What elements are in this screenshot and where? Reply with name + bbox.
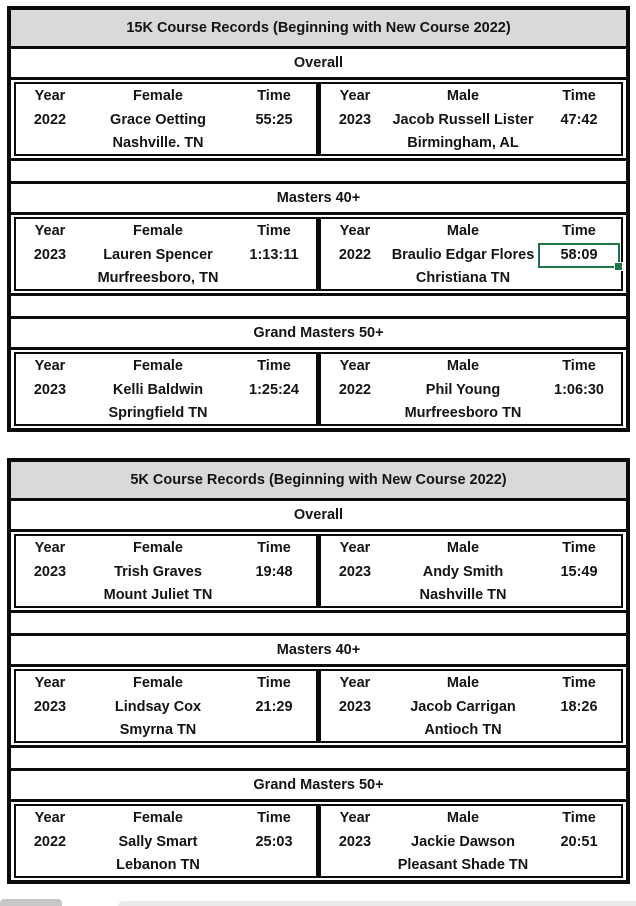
year-cell[interactable]: 2023 bbox=[338, 112, 372, 129]
records-table-15k bbox=[7, 6, 630, 432]
name-cell[interactable]: Kelli Baldwin bbox=[112, 382, 204, 399]
year-cell[interactable]: 2023 bbox=[33, 699, 67, 716]
records-block bbox=[14, 534, 623, 608]
table-title[interactable]: 15K Course Records (Beginning with New Course 2022) bbox=[11, 10, 626, 49]
city-cell[interactable]: Lebanon TN bbox=[116, 857, 200, 874]
year-cell[interactable]: 2023 bbox=[33, 382, 67, 399]
spacer-row bbox=[11, 613, 626, 636]
year-header-cell[interactable]: Year bbox=[339, 539, 371, 556]
name-header-cell[interactable]: Male bbox=[446, 222, 480, 239]
female-records-block bbox=[16, 671, 316, 741]
time-header-cell[interactable]: Time bbox=[562, 809, 596, 826]
year-cell[interactable]: 2022 bbox=[33, 112, 67, 129]
city-cell[interactable]: Pleasant Shade TN bbox=[397, 857, 529, 874]
year-cell[interactable]: 2022 bbox=[33, 834, 67, 851]
name-header-cell[interactable]: Male bbox=[446, 357, 480, 374]
male-records-block bbox=[321, 219, 621, 289]
section-header[interactable]: Overall bbox=[11, 501, 626, 532]
records-block bbox=[14, 804, 623, 878]
year-header-cell[interactable]: Year bbox=[339, 222, 371, 239]
name-cell[interactable]: Trish Graves bbox=[114, 564, 202, 581]
male-records-block bbox=[321, 671, 621, 741]
city-cell[interactable]: Mount Juliet TN bbox=[103, 587, 213, 604]
spreadsheet-view bbox=[0, 6, 636, 884]
female-records-block bbox=[16, 219, 316, 289]
name-cell[interactable]: Grace Oetting bbox=[110, 112, 206, 129]
records-block bbox=[14, 352, 623, 426]
year-header-cell[interactable]: Year bbox=[339, 357, 371, 374]
year-cell[interactable]: 2022 bbox=[338, 382, 372, 399]
city-cell[interactable]: Birmingham, AL bbox=[407, 135, 519, 152]
time-header-cell[interactable]: Time bbox=[562, 222, 596, 239]
time-cell[interactable]: 18:26 bbox=[560, 699, 598, 716]
name-cell[interactable]: Braulio Edgar Flores bbox=[391, 247, 535, 264]
city-cell[interactable]: Antioch TN bbox=[424, 722, 502, 739]
section-header[interactable]: Grand Masters 50+ bbox=[11, 771, 626, 802]
year-cell[interactable]: 2023 bbox=[33, 247, 67, 264]
name-header-cell[interactable]: Male bbox=[446, 674, 480, 691]
year-header-cell[interactable]: Year bbox=[34, 87, 66, 104]
city-cell[interactable]: Nashville TN bbox=[419, 587, 507, 604]
name-header-cell[interactable]: Male bbox=[446, 809, 480, 826]
year-header-cell[interactable]: Year bbox=[339, 809, 371, 826]
city-cell[interactable]: Murfreesboro, TN bbox=[97, 270, 219, 287]
year-header-cell[interactable]: Year bbox=[34, 222, 66, 239]
year-cell[interactable]: 2023 bbox=[33, 564, 67, 581]
section-header[interactable]: Grand Masters 50+ bbox=[11, 319, 626, 350]
year-cell[interactable]: 2023 bbox=[338, 564, 372, 581]
time-header-cell[interactable]: Time bbox=[562, 539, 596, 556]
time-cell[interactable]: 15:49 bbox=[560, 564, 598, 581]
male-records-block bbox=[321, 806, 621, 876]
records-row bbox=[11, 802, 626, 880]
female-records-block bbox=[16, 806, 316, 876]
records-block bbox=[14, 217, 623, 291]
name-cell[interactable]: Sally Smart bbox=[118, 834, 198, 851]
records-block bbox=[14, 669, 623, 743]
selected-cell[interactable]: 58:09 bbox=[538, 243, 620, 268]
male-records-block bbox=[321, 536, 621, 606]
name-cell[interactable]: Phil Young bbox=[425, 382, 501, 399]
name-header-cell[interactable]: Female bbox=[133, 87, 183, 104]
section-header[interactable]: Overall bbox=[11, 49, 626, 80]
city-cell[interactable]: Smyrna TN bbox=[119, 722, 197, 739]
name-header-cell[interactable]: Female bbox=[133, 809, 183, 826]
records-table-5k bbox=[7, 458, 630, 884]
time-cell[interactable]: 1:06:30 bbox=[554, 382, 604, 399]
name-header-cell[interactable]: Female bbox=[133, 674, 183, 691]
name-header-cell[interactable]: Male bbox=[446, 87, 480, 104]
bottom-bar-fragment bbox=[118, 901, 636, 906]
time-header-cell[interactable]: Time bbox=[257, 222, 291, 239]
time-cell[interactable]: 19:48 bbox=[255, 564, 293, 581]
female-records-block bbox=[16, 84, 316, 154]
male-records-block bbox=[321, 84, 621, 154]
name-header-cell[interactable]: Female bbox=[133, 539, 183, 556]
city-cell[interactable]: Murfreesboro TN bbox=[404, 405, 522, 422]
year-cell[interactable]: 2023 bbox=[338, 699, 372, 716]
records-row bbox=[11, 532, 626, 613]
city-cell[interactable]: Springfield TN bbox=[108, 405, 208, 422]
time-header-cell[interactable]: Time bbox=[562, 674, 596, 691]
table-title[interactable]: 5K Course Records (Beginning with New Course 2022) bbox=[11, 462, 626, 501]
time-cell[interactable]: 21:29 bbox=[255, 699, 293, 716]
name-header-cell[interactable]: Female bbox=[133, 357, 183, 374]
time-header-cell[interactable]: Time bbox=[562, 87, 596, 104]
time-header-cell[interactable]: Time bbox=[562, 357, 596, 374]
time-header-cell[interactable]: Time bbox=[257, 87, 291, 104]
spacer-row bbox=[11, 296, 626, 319]
year-header-cell[interactable]: Year bbox=[34, 809, 66, 826]
time-header-cell[interactable]: Time bbox=[257, 809, 291, 826]
year-header-cell[interactable]: Year bbox=[339, 674, 371, 691]
year-cell[interactable]: 2023 bbox=[338, 834, 372, 851]
name-cell[interactable]: Jacob Carrigan bbox=[410, 699, 516, 716]
name-header-cell[interactable]: Female bbox=[133, 222, 183, 239]
records-row bbox=[11, 350, 626, 428]
records-row bbox=[11, 80, 626, 161]
time-header-cell[interactable]: Time bbox=[257, 539, 291, 556]
name-cell[interactable]: Jacob Russell Lister bbox=[392, 112, 534, 129]
time-header-cell[interactable]: Time bbox=[257, 674, 291, 691]
city-cell[interactable]: Nashville. TN bbox=[112, 135, 204, 152]
female-records-block bbox=[16, 536, 316, 606]
section-header[interactable]: Masters 40+ bbox=[11, 184, 626, 215]
time-cell[interactable]: 1:13:11 bbox=[249, 247, 299, 264]
year-cell[interactable]: 2022 bbox=[338, 247, 372, 264]
name-cell[interactable]: Andy Smith bbox=[422, 564, 504, 581]
name-header-cell[interactable]: Male bbox=[446, 539, 480, 556]
section-header[interactable]: Masters 40+ bbox=[11, 636, 626, 667]
year-header-cell[interactable]: Year bbox=[339, 87, 371, 104]
name-cell[interactable]: Lindsay Cox bbox=[114, 699, 202, 716]
year-header-cell[interactable]: Year bbox=[34, 674, 66, 691]
time-cell[interactable]: 20:51 bbox=[560, 834, 598, 851]
female-records-block bbox=[16, 354, 316, 424]
spacer-row bbox=[11, 161, 626, 184]
records-row bbox=[11, 667, 626, 748]
city-cell[interactable]: Christiana TN bbox=[415, 270, 511, 287]
time-cell[interactable]: 55:25 bbox=[255, 112, 293, 129]
year-header-cell[interactable]: Year bbox=[34, 357, 66, 374]
time-cell[interactable]: 1:25:24 bbox=[249, 382, 299, 399]
year-header-cell[interactable]: Year bbox=[34, 539, 66, 556]
name-cell[interactable]: Lauren Spencer bbox=[103, 247, 213, 264]
records-block bbox=[14, 82, 623, 156]
time-cell[interactable]: 47:42 bbox=[560, 112, 598, 129]
name-cell[interactable]: Jackie Dawson bbox=[411, 834, 515, 851]
time-cell[interactable]: 25:03 bbox=[255, 834, 293, 851]
records-row bbox=[11, 215, 626, 296]
time-header-cell[interactable]: Time bbox=[257, 357, 291, 374]
sheet-tab-fragment bbox=[0, 899, 62, 906]
spacer-row bbox=[11, 748, 626, 771]
male-records-block bbox=[321, 354, 621, 424]
